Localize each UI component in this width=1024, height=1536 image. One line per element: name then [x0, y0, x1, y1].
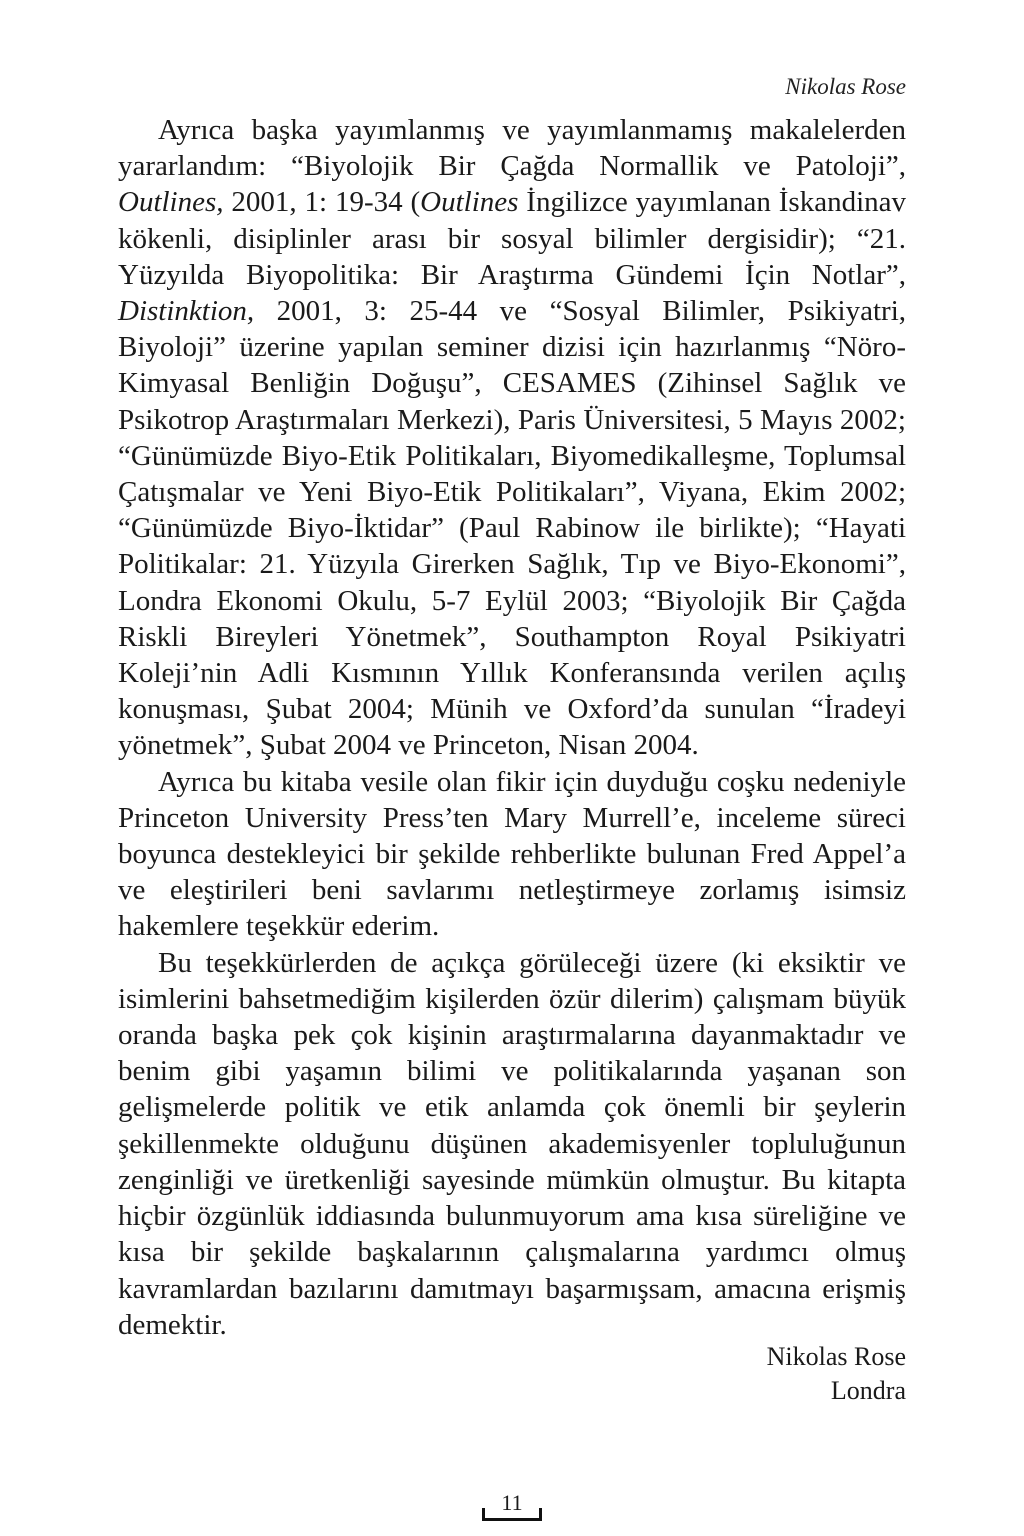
- folio-rule: [482, 1518, 542, 1521]
- journal-title-outlines: Outlines,: [118, 186, 224, 219]
- signature-place: Londra: [830, 1376, 906, 1405]
- running-head: Nikolas Rose: [785, 74, 906, 99]
- journal-title-outlines-2: Outlines: [420, 186, 519, 219]
- signature: [767, 1340, 906, 1408]
- paragraph-2: Ayrıca bu kitaba vesile olan fikir için duyduğu coşku nedeniyle Princeton University Press’ten Mary Murrell’e, inceleme süreci boyunca destekleyici bir şekilde rehberlikte bulunan Fred Appel’a ve eleştirileri beni savlarımı netleştirmeye zorlamış isimsiz hakemlere teşekkür ederim.: [118, 765, 906, 943]
- signature-name: Nikolas Rose: [766, 1342, 906, 1371]
- paragraph-1: [118, 112, 906, 764]
- paragraph-1-text-a: Ayrıca başka yayımlanmış ve yayımlanmamış makalelerden yararlandım: “Biyolojik Bir Çağda Normallik ve Patoloji”,: [118, 114, 906, 183]
- body-text: [118, 112, 906, 1343]
- paragraph-1-text-g: 2001, 3: 25-44 ve “Sosyal Bilimler, Psikiyatri, Biyoloji” üzerine yapılan seminer dizisi için hazırlanmış “Nöro-Kimyasal Benliğin Doğuşu”, CESAMES (Zihinsel Sağlık ve Psikotrop Araştırmaları Merkezi), Paris Üniversitesi, 5 Mayıs 2002; “Günümüzde Biyo-Etik Politikaları, Biyomedikalleşme, Toplumsal Çatışmalar ve Yeni Biyo-Etik Politikaları”, Viyana, Ekim 2002; “Günümüzde Biyo-İktidar” (Paul Rabinow ile birlikte); “Hayati Politikalar: 21. Yüzyıla Girerken Sağlık, Tıp ve Biyo-Ekonomi”, Londra Ekonomi Okulu, 5-7 Eylül 2003; “Biyolojik Bir Çağda Riskli Bireyleri Yönetmek”, Southampton Royal Psikiyatri Koleji’nin Adli Kısmının Yıllık Konferansında verilen açılış konuşması, Şubat 2004; Münih ve Oxford’da sunulan “İradeyi yönetmek”, Şubat 2004 ve Princeton, Nisan 2004.: [118, 295, 906, 762]
- folio-tick-right: [539, 1508, 542, 1521]
- page-number: 11: [501, 1490, 523, 1515]
- journal-title-distinktion: Distinktion,: [118, 295, 255, 328]
- paragraph-1-text-c: 2001, 1: 19-34 (: [223, 186, 421, 219]
- paragraph-3: Bu teşekkürlerden de açıkça görüleceği üzere (ki eksiktir ve isimlerini bahsetmediğim kişilerden özür dilerim) çalışmam büyük oranda başka pek çok kişinin araştırmalarına dayanmaktadır ve benim gibi yaşamın bilimi ve politikalarında yaşanan son gelişmelerde politik ve etik anlamda çok önemli bir şeylerin şekillenmekte olduğunu düşünen akademisyenler topluluğunun zenginliği ve üretkenliği sayesinde mümkün olmuştur. Bu kitapta hiçbir özgünlük iddiasında bulunmuyorum ama kısa süreliğine ve kısa bir şekilde başkalarının çalışmalarına yardımcı olmuş kavramlardan bazılarını damıtmayı başarmışsam, amacına erişmiş demektir.: [118, 946, 906, 1341]
- paragraph-1-text-e: İngilizce yayımlanan İskandinav kökenli, disiplinler arası bir sosyal bilimler dergisidir); “21. Yüzyılda Biyopolitika: Bir Araştırma Gündemi İçin Notlar”,: [118, 186, 906, 291]
